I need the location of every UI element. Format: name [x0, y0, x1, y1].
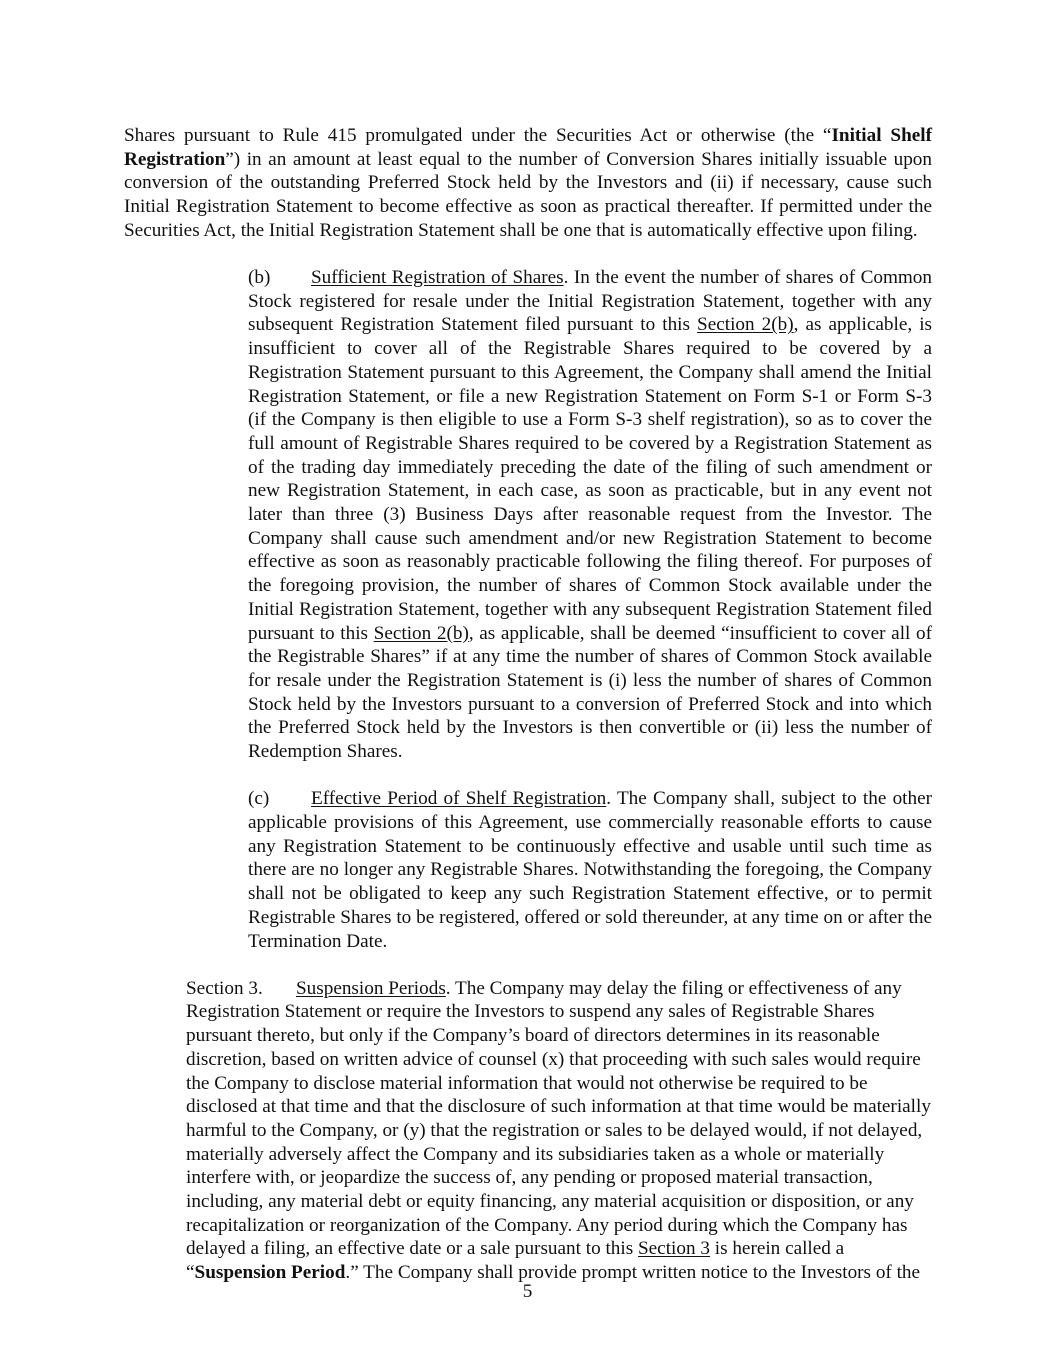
text-run: . In the event the number of shares of Common Stock registered for resale under the Initial Registration Statement, together with any subsequent Registration Statement filed pursuant to this	[248, 267, 932, 336]
section-heading-suspension-periods: Suspension Periods	[296, 977, 446, 999]
text-run: ”) in an amount at least equal to the number of Conversion Shares initially issuable upon conversion of the outstanding Preferred Stock held by the Investors and (ii) if necessary, cause such Initial Registration Statement to become effective as soon as practical thereafter. If permitted under the Securities Act, the Initial Registration Statement shall be one that is automatically effective upon filing.	[124, 148, 932, 241]
text-run: . The Company shall, subject to the other applicable provisions of this Agreement, use commercially reasonable efforts to cause any Registration Statement to be continuously effective and usable until such time as there are no longer any Registrable Shares. Notwithstanding the foregoing, the Company shall not be obligated to keep any such Registration Statement effective, or to permit Registrable Shares to be registered, offered or sold thereunder, at any time on or after the Termination Date.	[248, 788, 932, 952]
section-reference-2b: Section 2(b)	[373, 622, 469, 644]
clause-marker-b: (b)	[248, 267, 271, 289]
defined-term-suspension-period: Suspension Period	[194, 1262, 346, 1284]
text-run: is herein called a “	[186, 1238, 845, 1284]
defined-term-initial-shelf-registration: Initial Shelf Registration	[124, 125, 932, 170]
paragraph-section-2c	[124, 787, 932, 953]
section-reference-3: Section 3	[637, 1238, 710, 1260]
clause-heading-sufficient-registration: Sufficient Registration of Shares	[311, 267, 564, 289]
page-number: 5	[522, 1281, 533, 1302]
text-run: , as applicable, shall be deemed “insufficient to cover all of the Registrable Shares” if at any time the number of shares of Common Stock available for resale under the Registration Statement is (i) less the number of shares of Common Stock held by the Investors pursuant to a conversion of Preferred Stock and into which the Preferred Stock held by the Investors is then convertible or (ii) less the number of Redemption Shares.	[248, 622, 932, 763]
section-marker-3: Section 3.	[186, 977, 263, 999]
paragraph-section-3	[124, 977, 932, 1285]
clause-marker-c: (c)	[248, 788, 270, 810]
text-run: .” The Company shall provide prompt written notice to the Investors of the	[345, 1262, 921, 1284]
text-run: , as applicable, is insufficient to cover all of the Registrable Shares required to be covered by a Registration Statement pursuant to this Agreement, the Company shall amend the Initial Registration Statement, or file a new Registration Statement on Form S-1 or Form S-3 (if the Company is then eligible to use a Form S-3 shelf registration), so as to cover the full amount of Registrable Shares required to be covered by a Registration Statement as of the trading day immediately preceding the date of the filing of such amendment or new Registration Statement, in each case, as soon as practicable, but in any event not later than three (3) Business Days after reasonable request from the Investor. The Company shall cause such amendment and/or new Registration Statement to become effective as soon as reasonably practicable following the filing thereof. For purposes of the foregoing provision, the number of shares of Common Stock available under the Initial Registration Statement, together with any subsequent Registration Statement filed pursuant to this	[248, 314, 932, 644]
paragraph-continuation	[124, 124, 932, 243]
document-page	[124, 124, 932, 1285]
clause-heading-effective-period: Effective Period of Shelf Registration	[311, 788, 607, 810]
text-run: . The Company may delay the filing or effectiveness of any Registration Statement or require the Investors to suspend any sales of Registrable Shares pursuant thereto, but only if the Company’s board of directors determines in its reasonable discretion, based on written advice of counsel (x) that proceeding with such sales would require the Company to disclose material information that would not otherwise be required to be disclosed at that time and that the disclosure of such information at that time would be materially harmful to the Company, or (y) that the registration or sales to be delayed would, if not delayed, materially adversely affect the Company and its subsidiaries taken as a whole or materially interfere with, or jeopardize the success of, any pending or proposed material transaction, including, any material debt or equity financing, any material acquisition or disposition, or any recapitalization or reorganization of the Company. Any period during which the Company has delayed a filing, an effective date or a sale pursuant to this	[186, 977, 931, 1260]
text-run: Shares pursuant to Rule 415 promulgated under the Securities Act or otherwise (the “	[124, 125, 832, 146]
section-reference-2b: Section 2(b)	[697, 314, 794, 336]
paragraph-section-2b	[124, 266, 932, 764]
